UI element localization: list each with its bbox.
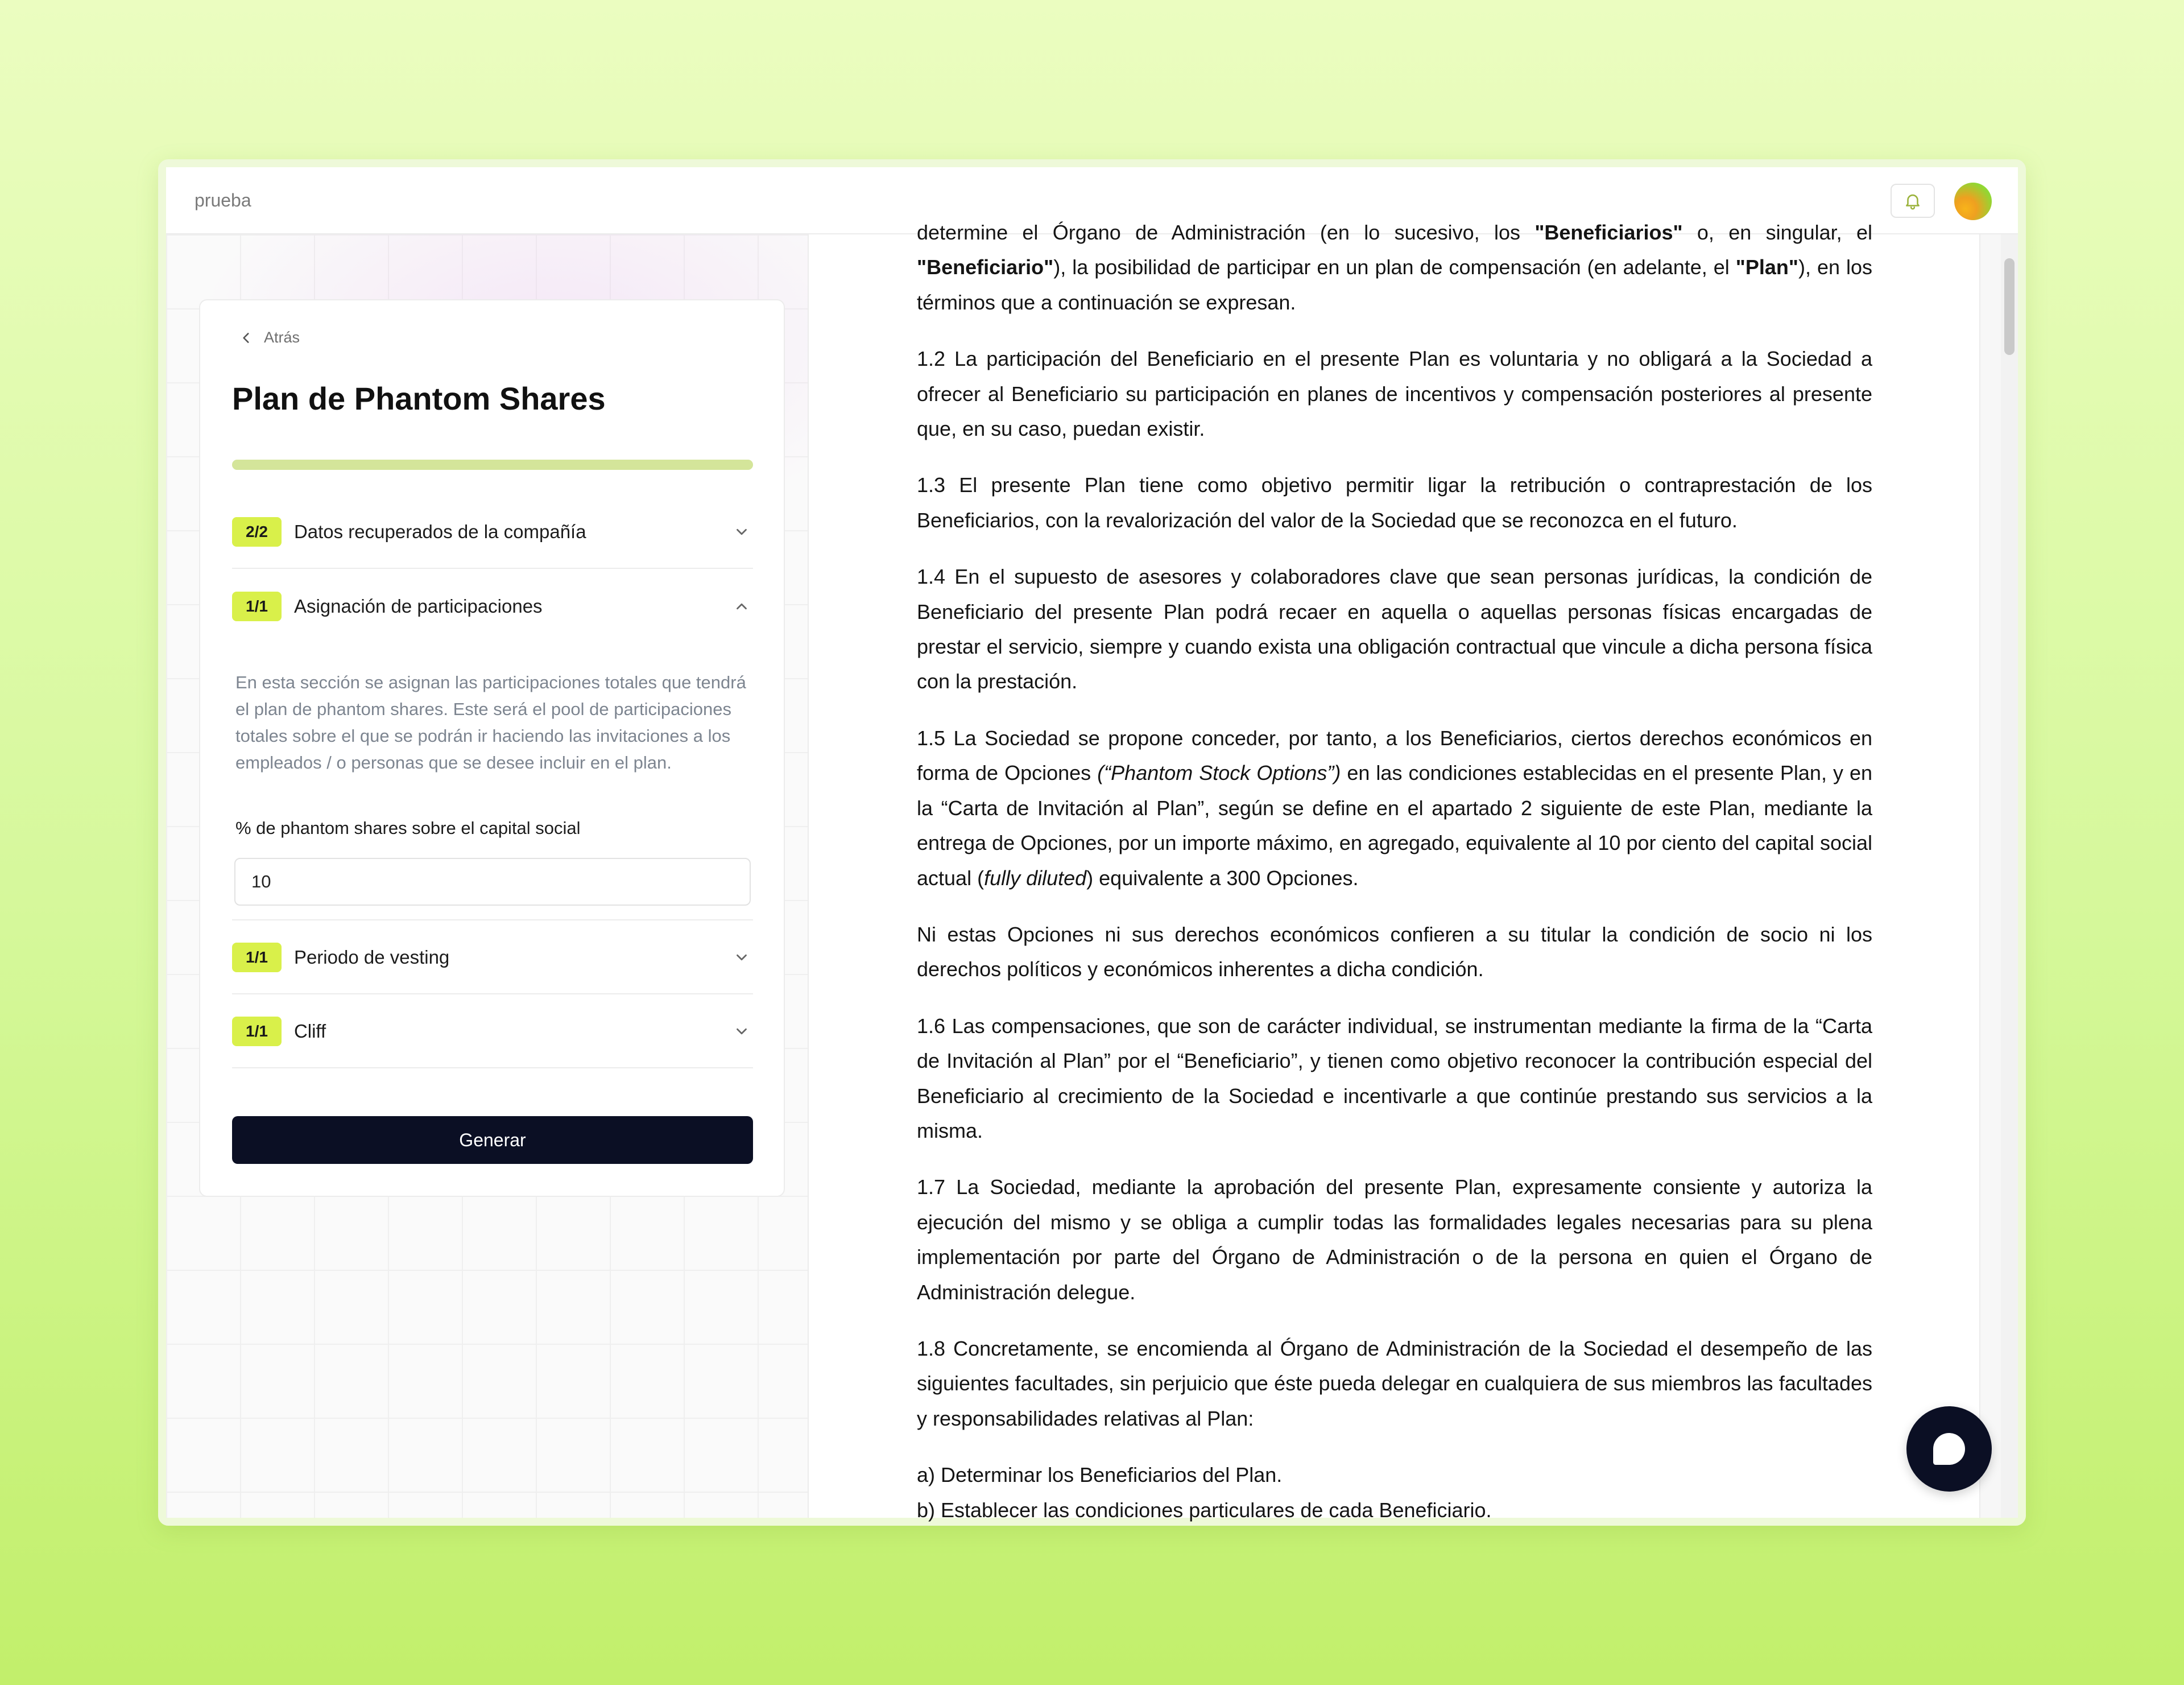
status-badge: 1/1 bbox=[232, 1017, 282, 1046]
document-sheet bbox=[809, 221, 1980, 1522]
status-badge: 1/1 bbox=[232, 943, 282, 972]
section-label: Datos recuperados de la compañía bbox=[293, 521, 586, 542]
chevron-up-icon[interactable] bbox=[730, 595, 753, 618]
back-label: Atrás bbox=[264, 329, 300, 346]
chat-bubble-icon bbox=[1933, 1433, 1965, 1465]
document-text bbox=[917, 215, 1872, 1527]
notifications-button[interactable] bbox=[1891, 184, 1935, 218]
paragraph-1-8: 1.8 Concretamente, se encomienda al Órgano de Administración de la Sociedad el desempeño de las siguientes facultades, sin perjuicio que éste pueda delegar en cualquiera de sus miembros las facultades y responsabilidades relativas al Plan: bbox=[917, 1336, 1872, 1430]
section-datos-recuperados[interactable] bbox=[232, 496, 753, 569]
chevron-left-icon bbox=[239, 331, 254, 345]
phantom-shares-input[interactable] bbox=[234, 858, 751, 906]
paragraph-1-2: 1.2 La participación del Beneficiario en el presente Plan es voluntaria y no obligará a la Sociedad a ofrecer al Beneficiario su participación en planes de incentivos y compensación posteriores al presente que, en su caso, puedan existir. bbox=[917, 347, 1872, 441]
back-link[interactable] bbox=[239, 329, 300, 346]
section-asignacion[interactable] bbox=[232, 570, 753, 643]
scrollbar-thumb[interactable] bbox=[2004, 258, 2015, 355]
list-item-b: b) Establecer las condiciones particulares de cada Beneficiario. bbox=[917, 1498, 1492, 1522]
list-item-a: a) Determinar los Beneficiarios del Plan. bbox=[917, 1463, 1283, 1487]
generate-button[interactable]: Generar bbox=[232, 1116, 753, 1164]
paragraph-1-5: 1.5 La Sociedad se propone conceder, por tanto, a los Beneficiarios, ciertos derechos económicos en forma de Opciones (“Phantom Stock Options”) en las condiciones establecidas en el presente Plan, y en la “Carta de Invitación al Plan”, según se define en el apartado 2 siguiente de este Plan, mediante la entrega de Opciones, por un importe máximo, en agregado, equivalente al 10 por ciento del capital social actual (fully diluted) equivalente a 300 Opciones. bbox=[917, 726, 1873, 890]
chevron-down-icon[interactable] bbox=[730, 521, 753, 543]
page-title: Plan de Phantom Shares bbox=[232, 381, 606, 416]
progress-fill bbox=[232, 460, 753, 470]
status-badge: 2/2 bbox=[232, 517, 282, 547]
paragraph-1-3: 1.3 El presente Plan tiene como objetivo permitir ligar la retribución o contraprestación de los Beneficiarios, con la revalorización del valor de la Sociedad que se reconozca en el futuro. bbox=[917, 473, 1872, 532]
chevron-down-icon[interactable] bbox=[730, 946, 753, 969]
avatar[interactable] bbox=[1954, 183, 1992, 220]
bell-icon bbox=[1903, 191, 1922, 210]
app-window bbox=[158, 159, 2026, 1526]
phantom-shares-label: % de phantom shares sobre el capital social bbox=[235, 818, 581, 838]
document-pane bbox=[809, 221, 2018, 1522]
app-title: prueba bbox=[195, 190, 251, 210]
progress-bar bbox=[232, 460, 753, 470]
section-label: Cliff bbox=[293, 1021, 326, 1042]
left-pane bbox=[166, 234, 809, 1518]
paragraph-1-6: 1.6 Las compensaciones, que son de carácter individual, se instrumentan mediante la firma de la “Carta de Invitación al Plan” por el “Beneficiario”, y tienen como objetivo reconocer la contribución especial del Beneficiario al crecimiento de la Sociedad e incentivarle a que continúe prestando sus servicios a la misma. bbox=[917, 1014, 1872, 1142]
chat-button[interactable] bbox=[1906, 1406, 1992, 1492]
section-description: En esta sección se asignan las participaciones totales que tendrá el plan de phantom shares. Este será el pool de participaciones totales sobre el que se podrán ir haciendo las invitaciones a los empleados / o personas que se desee incluir en el plan. bbox=[235, 672, 746, 773]
section-cliff[interactable] bbox=[232, 996, 753, 1068]
section-asignacion-content bbox=[232, 664, 753, 920]
paragraph-ni-estas: Ni estas Opciones ni sus derechos económicos confieren a su titular la condición de socio ni los derechos políticos y económicos inherentes a dicha condición. bbox=[917, 922, 1872, 981]
paragraph-1-1-tail: determine el Órgano de Administración (en lo sucesivo, los "Beneficiarios" o, en singular, el "Beneficiario"), la posibilidad de participar en un plan de compensación (en adelante, el "Plan"), en los términos que a continuación se expresan. bbox=[917, 221, 1873, 314]
section-label: Asignación de participaciones bbox=[293, 596, 543, 617]
paragraph-1-4: 1.4 En el supuesto de asesores y colaboradores clave que sean personas jurídicas, la condición de Beneficiario del presente Plan podrá recaer en aquella o aquellas personas físicas encargadas de prestar el servicio, siempre y cuando exista una obligación contractual que vincule a dicha persona física con la prestación. bbox=[917, 565, 1872, 693]
chevron-down-icon[interactable] bbox=[730, 1020, 753, 1043]
section-label: Periodo de vesting bbox=[293, 947, 450, 968]
scrollbar[interactable] bbox=[2001, 234, 2018, 1518]
plan-form-card bbox=[199, 299, 785, 1197]
status-badge: 1/1 bbox=[232, 592, 282, 621]
paragraph-1-7: 1.7 La Sociedad, mediante la aprobación del presente Plan, expresamente consiente y autoriza la ejecución del mismo y se obliga a cumplir todas las formalidades legales necesarias para su plena implementación por parte del Órgano de Administración o de la persona en quien el Órgano de Administración delegue. bbox=[917, 1175, 1872, 1304]
section-periodo-vesting[interactable] bbox=[232, 922, 753, 994]
